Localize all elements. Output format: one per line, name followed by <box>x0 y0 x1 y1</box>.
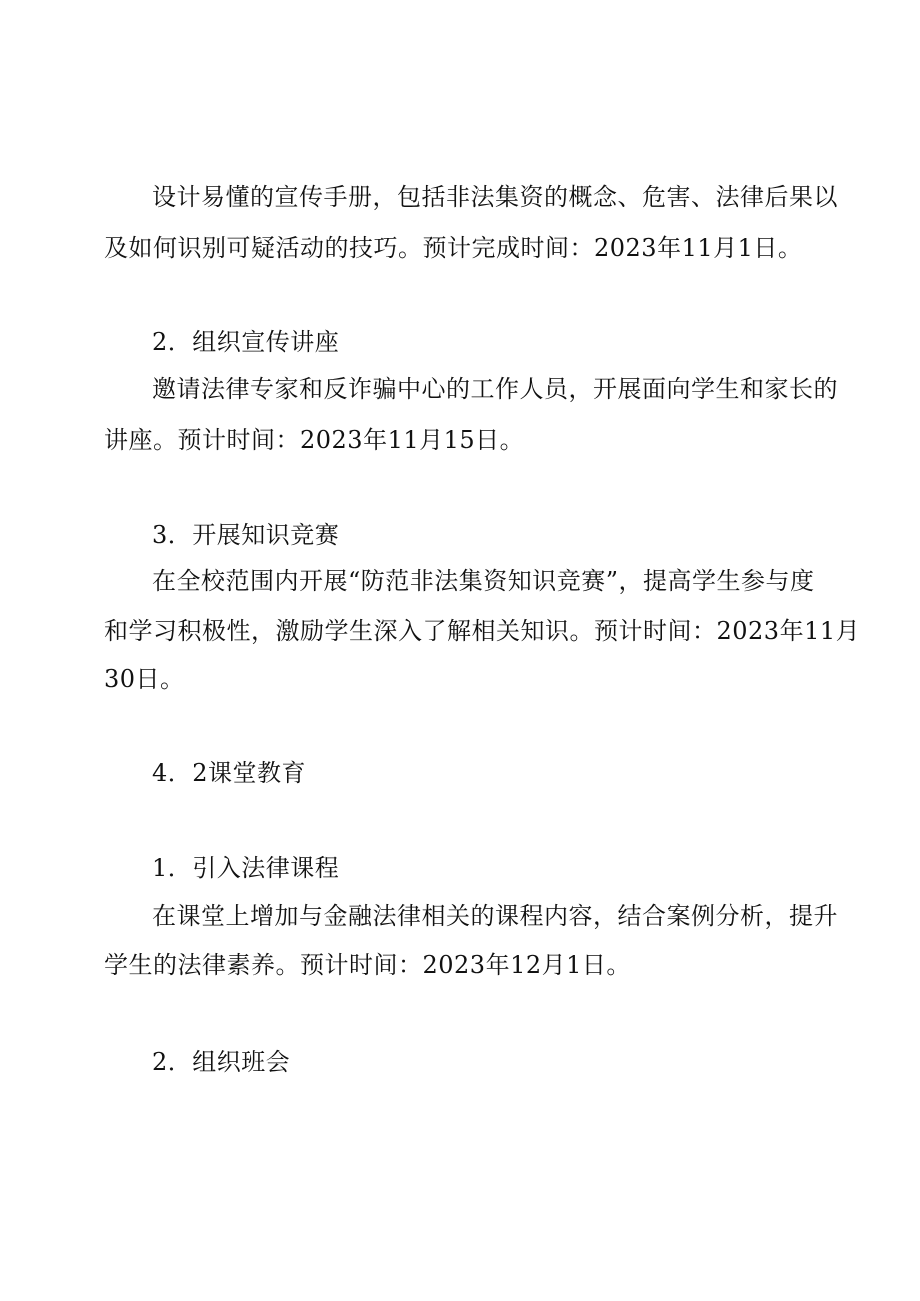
section-heading: 3．开展知识竞赛 <box>152 521 340 549</box>
paragraph-line: 讲座。预计时间：2023年11月15日。 <box>104 426 525 454</box>
paragraph-line: 和学习积极性，激励学生深入了解相关知识。预计时间：2023年11月 <box>104 617 861 645</box>
section-heading: 2．组织班会 <box>152 1048 291 1076</box>
paragraph-line: 学生的法律素养。预计时间：2023年12月1日。 <box>104 951 631 979</box>
paragraph-line: 30日。 <box>104 665 185 693</box>
paragraph-line: 在全校范围内开展“防范非法集资知识竞赛”，提高学生参与度 <box>152 567 815 595</box>
paragraph-line: 邀请法律专家和反诈骗中心的工作人员，开展面向学生和家长的 <box>152 375 838 403</box>
paragraph-line: 在课堂上增加与金融法律相关的课程内容，结合案例分析，提升 <box>152 902 838 930</box>
paragraph-line: 及如何识别可疑活动的技巧。预计完成时间：2023年11月1日。 <box>104 234 803 262</box>
section-heading: 1．引入法律课程 <box>152 854 340 882</box>
paragraph-line: 设计易懂的宣传手册，包括非法集资的概念、危害、法律后果以 <box>152 183 838 211</box>
section-heading: 4．2课堂教育 <box>152 759 307 787</box>
section-heading: 2．组织宣传讲座 <box>152 328 340 356</box>
